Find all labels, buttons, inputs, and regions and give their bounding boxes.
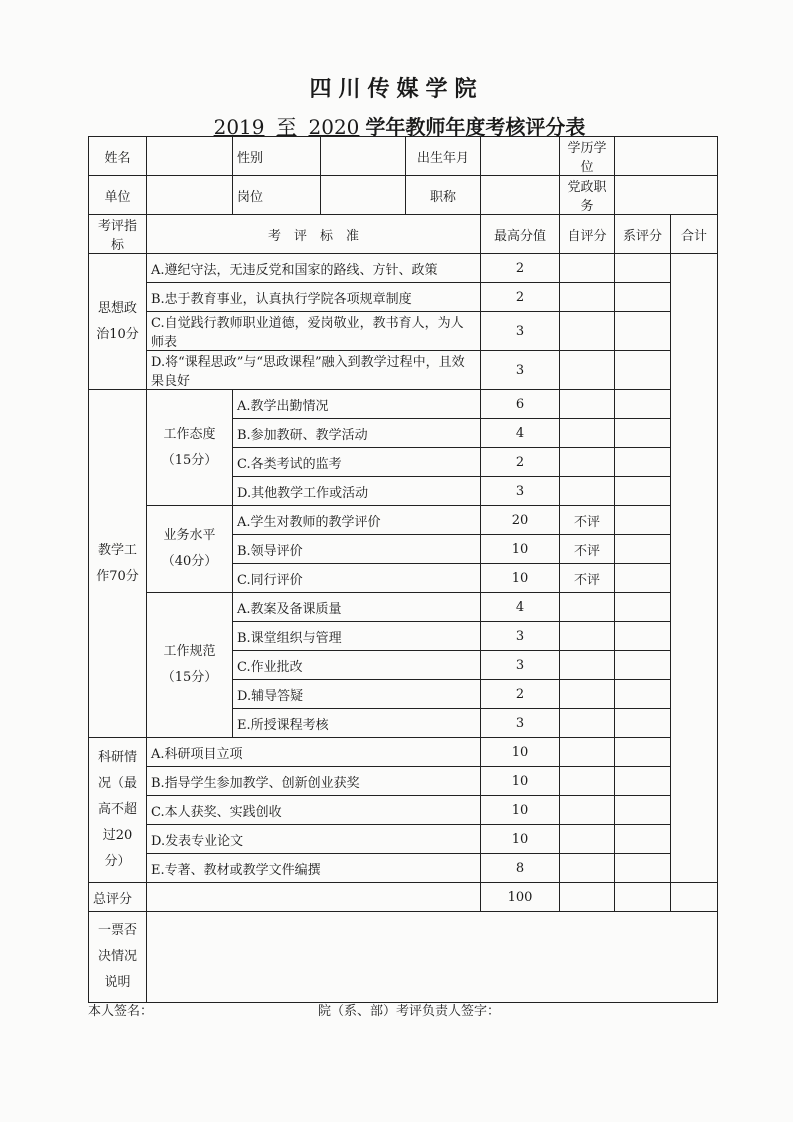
total-self-score[interactable]	[560, 883, 615, 912]
self-score-cell[interactable]	[560, 651, 615, 680]
self-score-cell[interactable]	[560, 477, 615, 506]
self-score-cell[interactable]	[560, 419, 615, 448]
self-score-cell[interactable]	[560, 254, 615, 283]
veto-row	[89, 912, 718, 1003]
dept-score-cell[interactable]	[615, 825, 671, 854]
max-score: 10	[481, 535, 560, 564]
max-score: 10	[481, 825, 560, 854]
dept-score-cell[interactable]	[615, 477, 671, 506]
title-field[interactable]	[481, 176, 560, 215]
criterion-text: E.所授课程考核	[233, 709, 481, 738]
criterion-text: D.辅导答疑	[233, 680, 481, 709]
self-score-cell[interactable]	[560, 854, 615, 883]
dept-score-cell[interactable]	[615, 419, 671, 448]
max-score: 6	[481, 390, 560, 419]
dept-score-cell[interactable]	[615, 254, 671, 283]
criterion-text: B.参加教研、教学活动	[233, 419, 481, 448]
name-field[interactable]	[147, 137, 233, 176]
criterion-text: B.指导学生参加教学、创新创业获奖	[147, 767, 481, 796]
self-score-cell[interactable]	[560, 312, 615, 351]
political-category: 思想政治10分	[89, 254, 147, 390]
self-signature-label: 本人签名：	[88, 1004, 154, 1019]
dept-score-cell[interactable]	[615, 680, 671, 709]
table-row	[89, 854, 718, 883]
dept-score-cell[interactable]	[615, 506, 671, 535]
dept-score-cell[interactable]	[615, 448, 671, 477]
col-dept: 系评分	[615, 215, 671, 254]
total-max: 100	[481, 883, 560, 912]
self-score-cell[interactable]	[560, 283, 615, 312]
unit-field[interactable]	[147, 176, 233, 215]
self-score-cell[interactable]	[560, 390, 615, 419]
col-self: 自评分	[560, 215, 615, 254]
self-score-not-rated: 不评	[560, 564, 615, 593]
max-score: 3	[481, 351, 560, 390]
criterion-text: B.领导评价	[233, 535, 481, 564]
self-score-cell[interactable]	[560, 680, 615, 709]
table-row	[89, 767, 718, 796]
table-row	[89, 254, 718, 283]
dept-score-cell[interactable]	[615, 564, 671, 593]
max-score: 3	[481, 477, 560, 506]
criterion-text: C.本人获奖、实践创收	[147, 796, 481, 825]
max-score: 2	[481, 254, 560, 283]
total-dept-score[interactable]	[615, 883, 671, 912]
self-score-cell[interactable]	[560, 351, 615, 390]
self-score-cell[interactable]	[560, 825, 615, 854]
col-max: 最高分值	[481, 215, 560, 254]
criterion-text: C.各类考试的监考	[233, 448, 481, 477]
max-score: 8	[481, 854, 560, 883]
table-row	[89, 390, 718, 419]
title-label: 职称	[406, 176, 481, 215]
max-score: 2	[481, 448, 560, 477]
dept-score-cell[interactable]	[615, 622, 671, 651]
gender-label: 性别	[233, 137, 321, 176]
max-score: 4	[481, 593, 560, 622]
dept-score-cell[interactable]	[615, 709, 671, 738]
form-title-text: 学年教师年度考核评分表	[365, 115, 586, 139]
self-score-cell[interactable]	[560, 593, 615, 622]
criterion-text: E.专著、教材或教学文件编撰	[147, 854, 481, 883]
col-indicator: 考评指标	[89, 215, 147, 254]
veto-content-field[interactable]	[147, 912, 718, 1003]
dept-score-cell[interactable]	[615, 767, 671, 796]
party-field[interactable]	[615, 176, 718, 215]
gender-field[interactable]	[321, 137, 406, 176]
self-score-cell[interactable]	[560, 709, 615, 738]
col-criteria: 考 评 标 准	[147, 215, 481, 254]
max-score: 10	[481, 767, 560, 796]
info-row-1	[89, 137, 718, 176]
name-label: 姓名	[89, 137, 147, 176]
criterion-text: A.教学出勤情况	[233, 390, 481, 419]
max-score: 4	[481, 419, 560, 448]
max-score: 20	[481, 506, 560, 535]
table-row	[89, 738, 718, 767]
post-label: 岗位	[233, 176, 321, 215]
self-score-cell[interactable]	[560, 622, 615, 651]
table-row	[89, 825, 718, 854]
table-row	[89, 506, 718, 535]
table-row	[89, 593, 718, 622]
total-score-cell[interactable]	[671, 254, 718, 883]
total-label: 总评分	[89, 883, 147, 912]
max-score: 10	[481, 796, 560, 825]
table-row	[89, 796, 718, 825]
self-score-cell[interactable]	[560, 767, 615, 796]
col-total: 合计	[671, 215, 718, 254]
total-sum-cell[interactable]	[671, 883, 718, 912]
total-blank	[147, 883, 481, 912]
criterion-text: C.作业批改	[233, 651, 481, 680]
max-score: 10	[481, 738, 560, 767]
dept-score-cell[interactable]	[615, 796, 671, 825]
criterion-text: C.自觉践行教师职业道德，爱岗敬业，教书育人，为人师表	[147, 312, 481, 351]
criterion-text: C.同行评价	[233, 564, 481, 593]
criterion-text: B.课堂组织与管理	[233, 622, 481, 651]
max-score: 3	[481, 312, 560, 351]
year-to: 至	[276, 115, 297, 139]
dept-score-cell[interactable]	[615, 390, 671, 419]
criterion-text: D.将“课程思政”与“思政课程”融入到教学过程中，且效果良好	[147, 351, 481, 390]
self-score-cell[interactable]	[560, 796, 615, 825]
max-score: 10	[481, 564, 560, 593]
degree-field[interactable]	[615, 137, 718, 176]
degree-label: 学历学位	[560, 137, 615, 176]
research-category: 科研情况（最高不超过20分）	[89, 738, 147, 883]
criterion-text: B.忠于教育事业，认真执行学院各项规章制度	[147, 283, 481, 312]
self-score-not-rated: 不评	[560, 535, 615, 564]
norms-subcategory: 工作规范（15分）	[147, 593, 233, 738]
dept-score-cell[interactable]	[615, 351, 671, 390]
max-score: 3	[481, 651, 560, 680]
criterion-text: A.科研项目立项	[147, 738, 481, 767]
dept-score-cell[interactable]	[615, 312, 671, 351]
dept-signature-label: 院（系、部）考评负责人签字：	[318, 1004, 501, 1019]
criterion-text: D.其他教学工作或活动	[233, 477, 481, 506]
column-header-row	[89, 215, 718, 254]
max-score: 3	[481, 622, 560, 651]
birth-label: 出生年月	[406, 137, 481, 176]
criterion-text: A.学生对教师的教学评价	[233, 506, 481, 535]
post-field[interactable]	[321, 176, 406, 215]
unit-label: 单位	[89, 176, 147, 215]
dept-score-cell[interactable]	[615, 738, 671, 767]
veto-label: 一票否决情况说明	[89, 912, 147, 1003]
evaluation-table	[88, 136, 718, 1003]
school-name: 四川传媒学院	[309, 76, 484, 102]
criterion-text: A.教案及备课质量	[233, 593, 481, 622]
criterion-text: A.遵纪守法，无违反党和国家的路线、方针、政策	[147, 254, 481, 283]
criterion-text: D.发表专业论文	[147, 825, 481, 854]
self-score-cell[interactable]	[560, 448, 615, 477]
year-end: 2020	[308, 115, 360, 139]
max-score: 2	[481, 680, 560, 709]
dept-score-cell[interactable]	[615, 593, 671, 622]
table-row	[89, 283, 718, 312]
info-row-2	[89, 176, 718, 215]
table-row	[89, 351, 718, 390]
max-score: 3	[481, 709, 560, 738]
self-score-cell[interactable]	[560, 738, 615, 767]
self-score-not-rated: 不评	[560, 506, 615, 535]
dept-score-cell[interactable]	[615, 854, 671, 883]
teaching-category: 教学工作70分	[89, 390, 147, 738]
attitude-subcategory: 工作态度（15分）	[147, 390, 233, 506]
max-score: 2	[481, 283, 560, 312]
dept-score-cell[interactable]	[615, 535, 671, 564]
total-row	[89, 883, 718, 912]
level-subcategory: 业务水平（40分）	[147, 506, 233, 593]
table-row	[89, 312, 718, 351]
dept-score-cell[interactable]	[615, 651, 671, 680]
birth-field[interactable]	[481, 137, 560, 176]
party-label: 党政职务	[560, 176, 615, 215]
year-start: 2019	[213, 115, 265, 139]
dept-score-cell[interactable]	[615, 283, 671, 312]
